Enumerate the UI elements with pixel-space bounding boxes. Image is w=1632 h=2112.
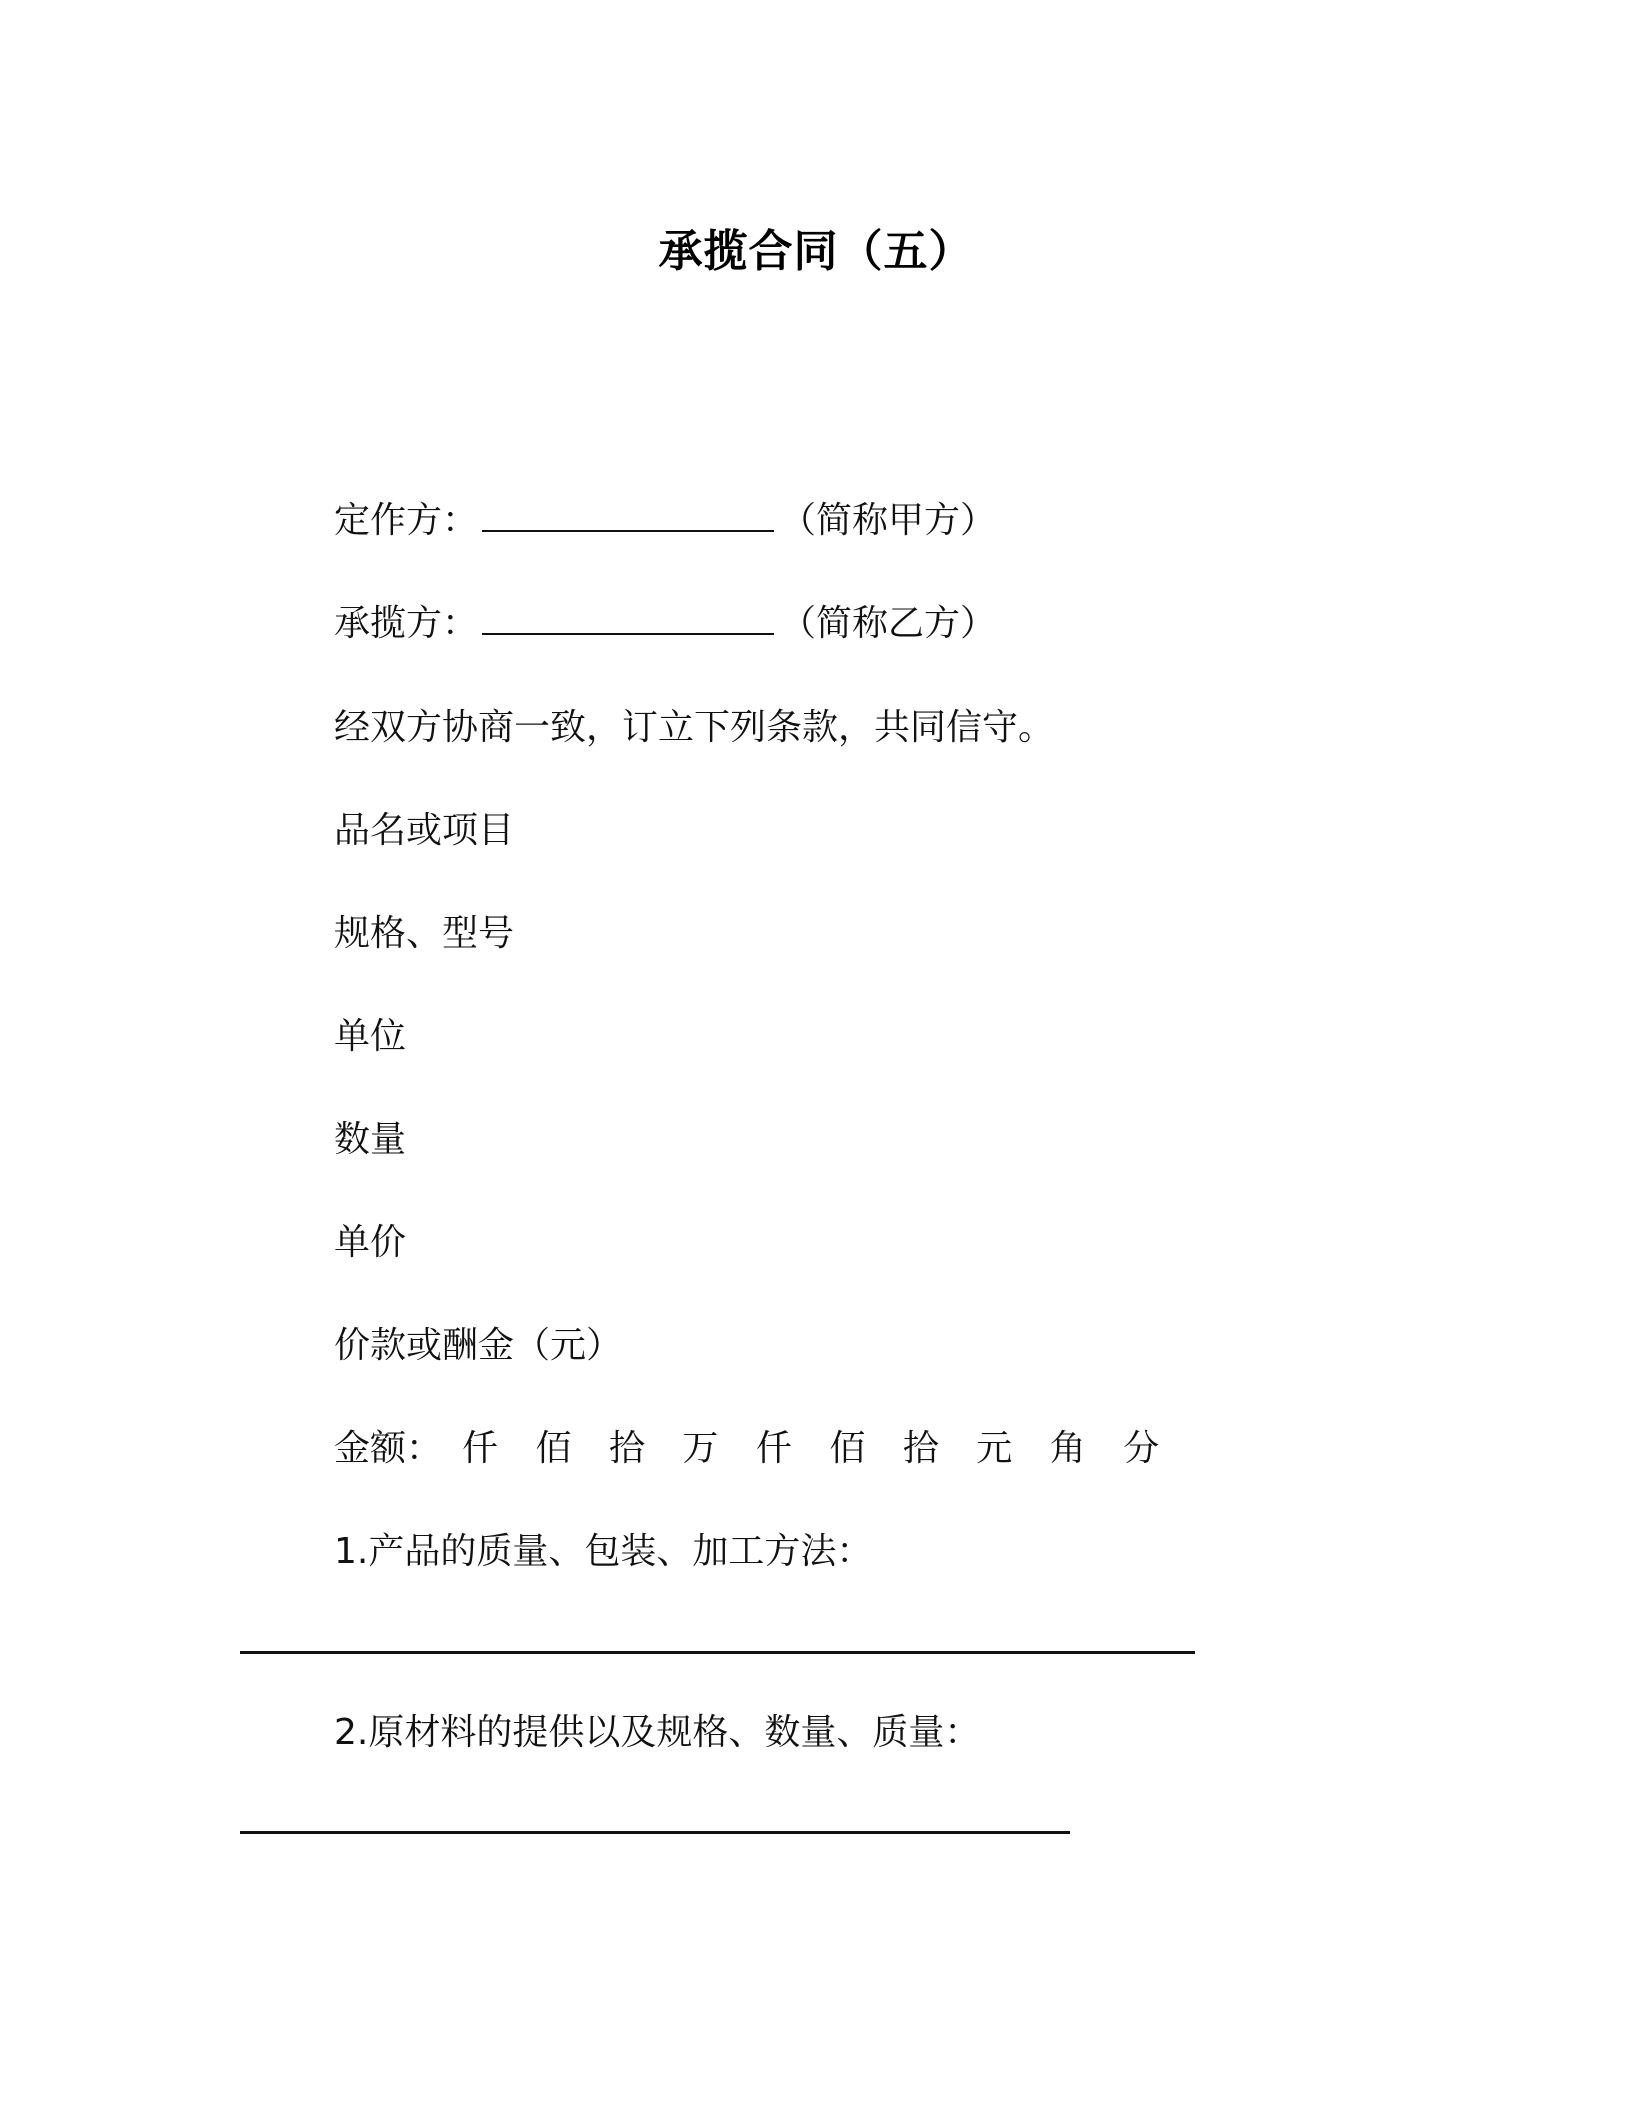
party-b-label: 承揽方：: [334, 603, 479, 644]
party-a-line: [334, 497, 996, 545]
amount-unit: 拾: [902, 1428, 939, 1469]
clause-1: 1.产品的质量、包装、加工方法：: [334, 1531, 873, 1572]
party-a-suffix: （简称甲方）: [780, 500, 997, 541]
preamble: 经双方协商一致，订立下列条款，共同信守。: [334, 707, 1055, 748]
amount-unit: 分: [1123, 1428, 1160, 1469]
amount-unit: 角: [1049, 1428, 1086, 1469]
party-a-label: 定作方：: [334, 500, 479, 541]
field-price-or-fee: 价款或酬金（元）: [334, 1325, 623, 1366]
field-spec-model: 规格、型号: [334, 913, 515, 954]
amount-unit: 万: [682, 1428, 719, 1469]
amount-unit: 元: [976, 1428, 1013, 1469]
amount-unit: 仟: [462, 1428, 499, 1469]
clause-2: 2.原材料的提供以及规格、数量、质量：: [334, 1712, 981, 1753]
amount-unit: 佰: [829, 1428, 866, 1469]
field-quantity: 数量: [334, 1119, 407, 1160]
party-b-line: [334, 600, 996, 648]
party-b-blank[interactable]: [482, 601, 774, 635]
amount-units: [462, 1425, 1185, 1473]
amount-label: 金额：: [334, 1428, 443, 1469]
amount-unit: 拾: [608, 1428, 645, 1469]
clause-2-fill-line[interactable]: [240, 1831, 1070, 1834]
party-a-blank[interactable]: [482, 498, 774, 532]
amount-line: [334, 1425, 1185, 1473]
field-item-name: 品名或项目: [334, 810, 515, 851]
party-b-suffix: （简称乙方）: [780, 603, 997, 644]
amount-unit: 佰: [535, 1428, 572, 1469]
field-unit-price: 单价: [334, 1222, 407, 1263]
clause-1-fill-line[interactable]: [240, 1651, 1195, 1654]
document-title: 承揽合同（五）: [658, 226, 974, 277]
amount-unit: 仟: [755, 1428, 792, 1469]
field-unit: 单位: [334, 1016, 407, 1057]
